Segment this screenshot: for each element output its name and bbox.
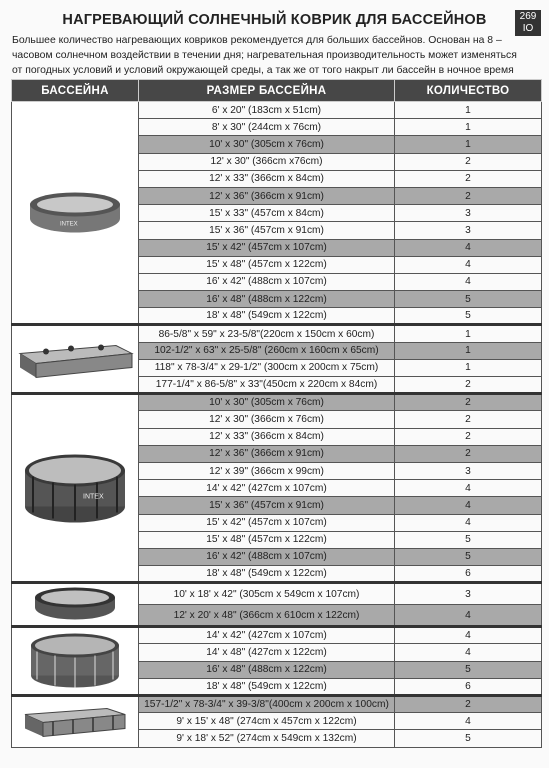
- pool-size-cell: 18' x 48" (549cm x 122cm): [139, 566, 395, 583]
- pool-size-cell: 18' x 48" (549cm x 122cm): [139, 308, 395, 325]
- quantity-cell: 6: [395, 566, 542, 583]
- pool-size-cell: 14' x 42" (427cm x 107cm): [139, 627, 395, 644]
- quantity-cell: 4: [395, 713, 542, 730]
- pool-size-cell: 157-1/2" x 78-3/4" x 39-3/8"(400cm x 200cm x 100cm): [139, 696, 395, 713]
- quantity-cell: 2: [395, 696, 542, 713]
- pool-size-cell: 12' x 36" (366cm x 91cm): [139, 187, 395, 204]
- metal-frame-pool-icon: [23, 449, 127, 528]
- quantity-cell: 5: [395, 291, 542, 308]
- pool-size-cell: 15' x 33" (457cm x 84cm): [139, 205, 395, 222]
- pool-size-cell: 12' x 30" (366cm x 76cm): [139, 411, 395, 428]
- pool-size-cell: 16' x 42" (488cm x 107cm): [139, 548, 395, 565]
- quantity-cell: 2: [395, 394, 542, 411]
- pool-image-cell: [12, 696, 139, 748]
- quantity-cell: 4: [395, 497, 542, 514]
- oval-frame-pool-icon: [33, 585, 117, 624]
- language-code: IO: [522, 23, 534, 34]
- pool-size-cell: 12' x 33" (366cm x 84cm): [139, 170, 395, 187]
- quantity-cell: 3: [395, 462, 542, 479]
- pool-size-cell: 12' x 33" (366cm x 84cm): [139, 428, 395, 445]
- pool-image-cell: [12, 627, 139, 696]
- pool-size-cell: 12' x 39" (366cm x 99cm): [139, 462, 395, 479]
- quantity-cell: 5: [395, 308, 542, 325]
- pool-image-cell: [12, 394, 139, 583]
- rectangular-frame-pool-icon: [16, 336, 134, 383]
- quantity-cell: 2: [395, 445, 542, 462]
- table-row: [12, 394, 542, 411]
- quantity-cell: 4: [395, 605, 542, 627]
- pool-size-cell: 14' x 48" (427cm x 122cm): [139, 644, 395, 661]
- intro-paragraph: Большее количество нагревающих ковриков рекомендуется для больших бассейнов. Основан на 8 – часовом солнечном воздействии в течении дня; нагревательная производительность может изменяться от погодных условий и условий окружающей среды, а так же от того накрыт ли бассейн в ночное время: [12, 35, 517, 76]
- quantity-cell: 2: [395, 170, 542, 187]
- pool-size-cell: 15' x 48" (457cm x 122cm): [139, 531, 395, 548]
- pool-size-table: [11, 79, 542, 748]
- page-title: НАГРЕВАЮЩИЙ СОЛНЕЧНЫЙ КОВРИК ДЛЯ БАССЕЙНОВ: [62, 12, 487, 28]
- table-row: [12, 627, 542, 644]
- pool-size-cell: 15' x 36" (457cm x 91cm): [139, 222, 395, 239]
- quantity-cell: 1: [395, 136, 542, 153]
- pool-size-cell: 16' x 48" (488cm x 122cm): [139, 661, 395, 678]
- pool-size-cell: 15' x 48" (457cm x 122cm): [139, 256, 395, 273]
- quantity-cell: 3: [395, 583, 542, 605]
- quantity-cell: 4: [395, 239, 542, 256]
- quantity-cell: 3: [395, 205, 542, 222]
- pool-size-cell: 10' x 30" (305cm x 76cm): [139, 394, 395, 411]
- pool-image-cell: [12, 583, 139, 627]
- pool-size-cell: 86-5/8" x 59" x 23-5/8"(220cm x 150cm x 60cm): [139, 325, 395, 342]
- column-header-size: РАЗМЕР БАССЕЙНА: [139, 80, 395, 102]
- table-row: [12, 696, 542, 713]
- pool-size-cell: 15' x 42" (457cm x 107cm): [139, 514, 395, 531]
- quantity-cell: 4: [395, 256, 542, 273]
- pool-size-cell: 6' x 20" (183cm x 51cm): [139, 102, 395, 119]
- quantity-cell: 2: [395, 153, 542, 170]
- pool-size-cell: 16' x 48" (488cm x 122cm): [139, 291, 395, 308]
- pool-image-cell: [12, 102, 139, 325]
- pool-size-cell: 9' x 18' x 52" (274cm x 549cm x 132cm): [139, 730, 395, 747]
- table-row: [12, 325, 542, 342]
- column-header-pool: БАССЕЙНА: [12, 80, 139, 102]
- pool-size-cell: 12' x 30" (366cm x76cm): [139, 153, 395, 170]
- quantity-cell: 1: [395, 342, 542, 359]
- pool-image-cell: [12, 325, 139, 394]
- quantity-cell: 2: [395, 428, 542, 445]
- quantity-cell: 1: [395, 119, 542, 136]
- quantity-cell: 5: [395, 730, 542, 747]
- table-row: [12, 583, 542, 605]
- quantity-cell: 4: [395, 514, 542, 531]
- pool-size-cell: 18' x 48" (549cm x 122cm): [139, 678, 395, 695]
- pool-size-cell: 9' x 15' x 48" (274cm x 457cm x 122cm): [139, 713, 395, 730]
- pool-size-cell: 16' x 42" (488cm x 107cm): [139, 273, 395, 290]
- quantity-cell: 5: [395, 661, 542, 678]
- table-row: [12, 102, 542, 119]
- quantity-cell: 1: [395, 325, 542, 342]
- quantity-cell: 4: [395, 480, 542, 497]
- pool-size-cell: 15' x 36" (457cm x 91cm): [139, 497, 395, 514]
- quantity-cell: 5: [395, 548, 542, 565]
- quantity-cell: 6: [395, 678, 542, 695]
- pool-size-cell: 177-1/4" x 86-5/8" x 33"(450cm x 220cm x 84cm): [139, 377, 395, 394]
- svg-text:INTEX: INTEX: [83, 493, 104, 501]
- quantity-cell: 4: [395, 644, 542, 661]
- pool-size-cell: 118" x 78-3/4" x 29-1/2" (300cm x 200cm x 75cm): [139, 359, 395, 376]
- quantity-cell: 4: [395, 273, 542, 290]
- pool-size-cell: 12' x 20' x 48" (366cm x 610cm x 122cm): [139, 605, 395, 627]
- pool-size-cell: 10' x 18' x 42" (305cm x 549cm x 107cm): [139, 583, 395, 605]
- table-body: [12, 102, 542, 748]
- quantity-cell: 5: [395, 531, 542, 548]
- pool-size-cell: 8' x 30" (244cm x 76cm): [139, 119, 395, 136]
- easy-set-pool-icon: [26, 188, 124, 237]
- quantity-cell: 1: [395, 359, 542, 376]
- quantity-cell: 1: [395, 102, 542, 119]
- table-header-row: [12, 80, 542, 102]
- svg-text:INTEX: INTEX: [60, 221, 78, 228]
- pool-size-cell: 12' x 36" (366cm x 91cm): [139, 445, 395, 462]
- rectangular-ultra-frame-pool-icon: [23, 700, 127, 743]
- pool-size-cell: 15' x 42" (457cm x 107cm): [139, 239, 395, 256]
- column-header-quantity: КОЛИЧЕСТВО: [395, 80, 542, 102]
- quantity-cell: 2: [395, 187, 542, 204]
- quantity-cell: 2: [395, 411, 542, 428]
- quantity-cell: 4: [395, 627, 542, 644]
- page-number: 269: [519, 11, 537, 22]
- pool-size-cell: 10' x 30" (305cm x 76cm): [139, 136, 395, 153]
- pool-size-cell: 102-1/2" x 63" x 25-5/8" (260cm x 160cm x 65cm): [139, 342, 395, 359]
- quantity-cell: 2: [395, 377, 542, 394]
- quantity-cell: 3: [395, 222, 542, 239]
- pool-size-cell: 14' x 42" (427cm x 107cm): [139, 480, 395, 497]
- ultra-frame-pool-icon: [29, 630, 121, 693]
